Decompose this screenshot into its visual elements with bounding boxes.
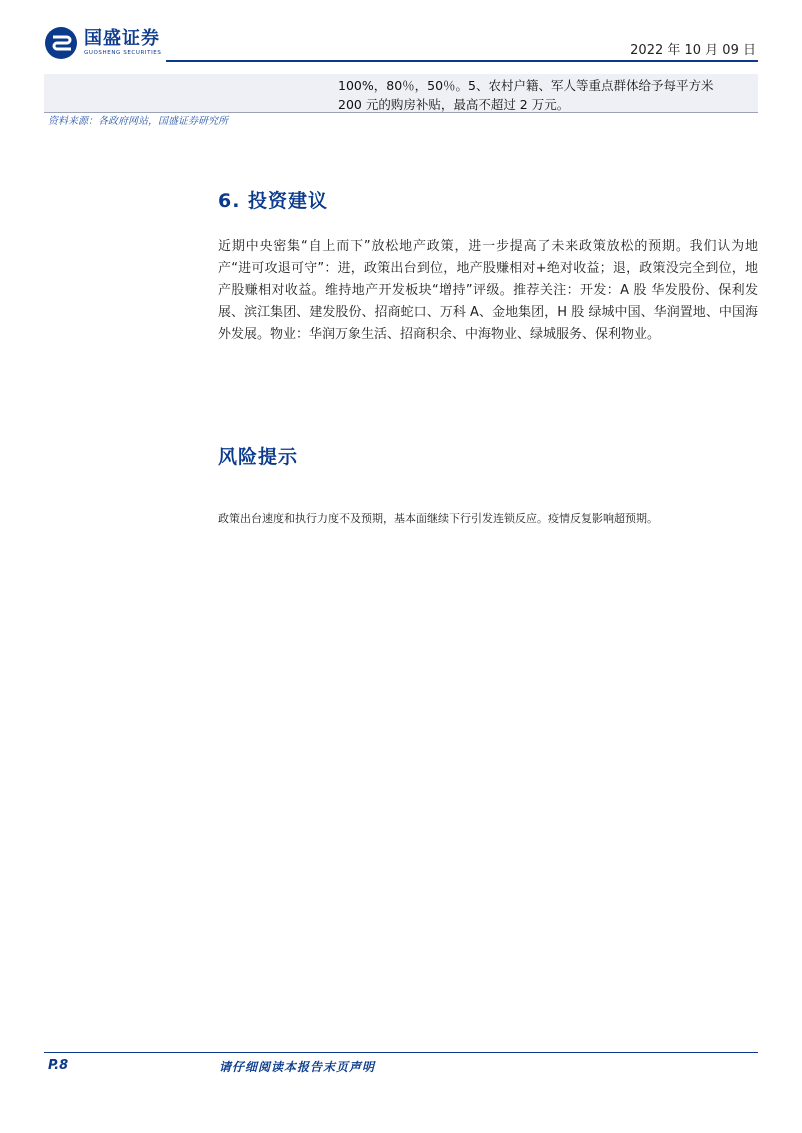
policy-table-fragment — [44, 74, 758, 113]
logo-name-cn: 国盛证券 — [84, 28, 160, 49]
guosheng-logo-icon — [44, 26, 78, 60]
section-heading-risk-warning: 风险提示 — [218, 446, 299, 468]
section-heading-investment-advice: 6. 投资建议 — [218, 190, 329, 212]
table-cell-line: 200 元的购房补贴，最高不超过 2 万元。 — [338, 97, 570, 112]
logo-name-en: GUOSHENG SECURITIES — [84, 50, 162, 56]
investment-advice-paragraph: 近期中央密集“自上而下”放松地产政策，进一步提高了未来政策放松的预期。我们认为地产“进可攻退可守”：进，政策出台到位，地产股赚相对+绝对收益；退，政策没完全到位，地产股赚相对收益。维持地产开发板块“增持”评级。推荐关注：开发：A 股 华发股份、保利发展、滨江集团、建发股份、招商蛇口、万科 A、金地集团，H 股 绿城中国、华润置地、中国海外发展。物业：华润万象生活、招商积余、中海物业、绿城服务、保利物业。 — [218, 239, 758, 342]
disclaimer-note: 请仔细阅读本报告末页声明 — [219, 1060, 376, 1074]
header-divider — [166, 60, 758, 62]
table-cell-line: 100%，80％，50％。5、农村户籍、军人等重点群体给予每平方米 — [338, 78, 714, 93]
report-date: 2022 年 10 月 09 日 — [630, 43, 756, 58]
company-logo — [44, 26, 161, 60]
page-number: P.8 — [48, 1058, 69, 1073]
risk-warning-paragraph: 政策出台速度和执行力度不及预期，基本面继续下行引发连锁反应。疫情反复影响超预期。 — [218, 512, 658, 525]
table-source-note: 资料来源：各政府网站，国盛证券研究所 — [48, 116, 228, 127]
footer-divider — [44, 1052, 758, 1053]
table-cell — [338, 76, 752, 114]
